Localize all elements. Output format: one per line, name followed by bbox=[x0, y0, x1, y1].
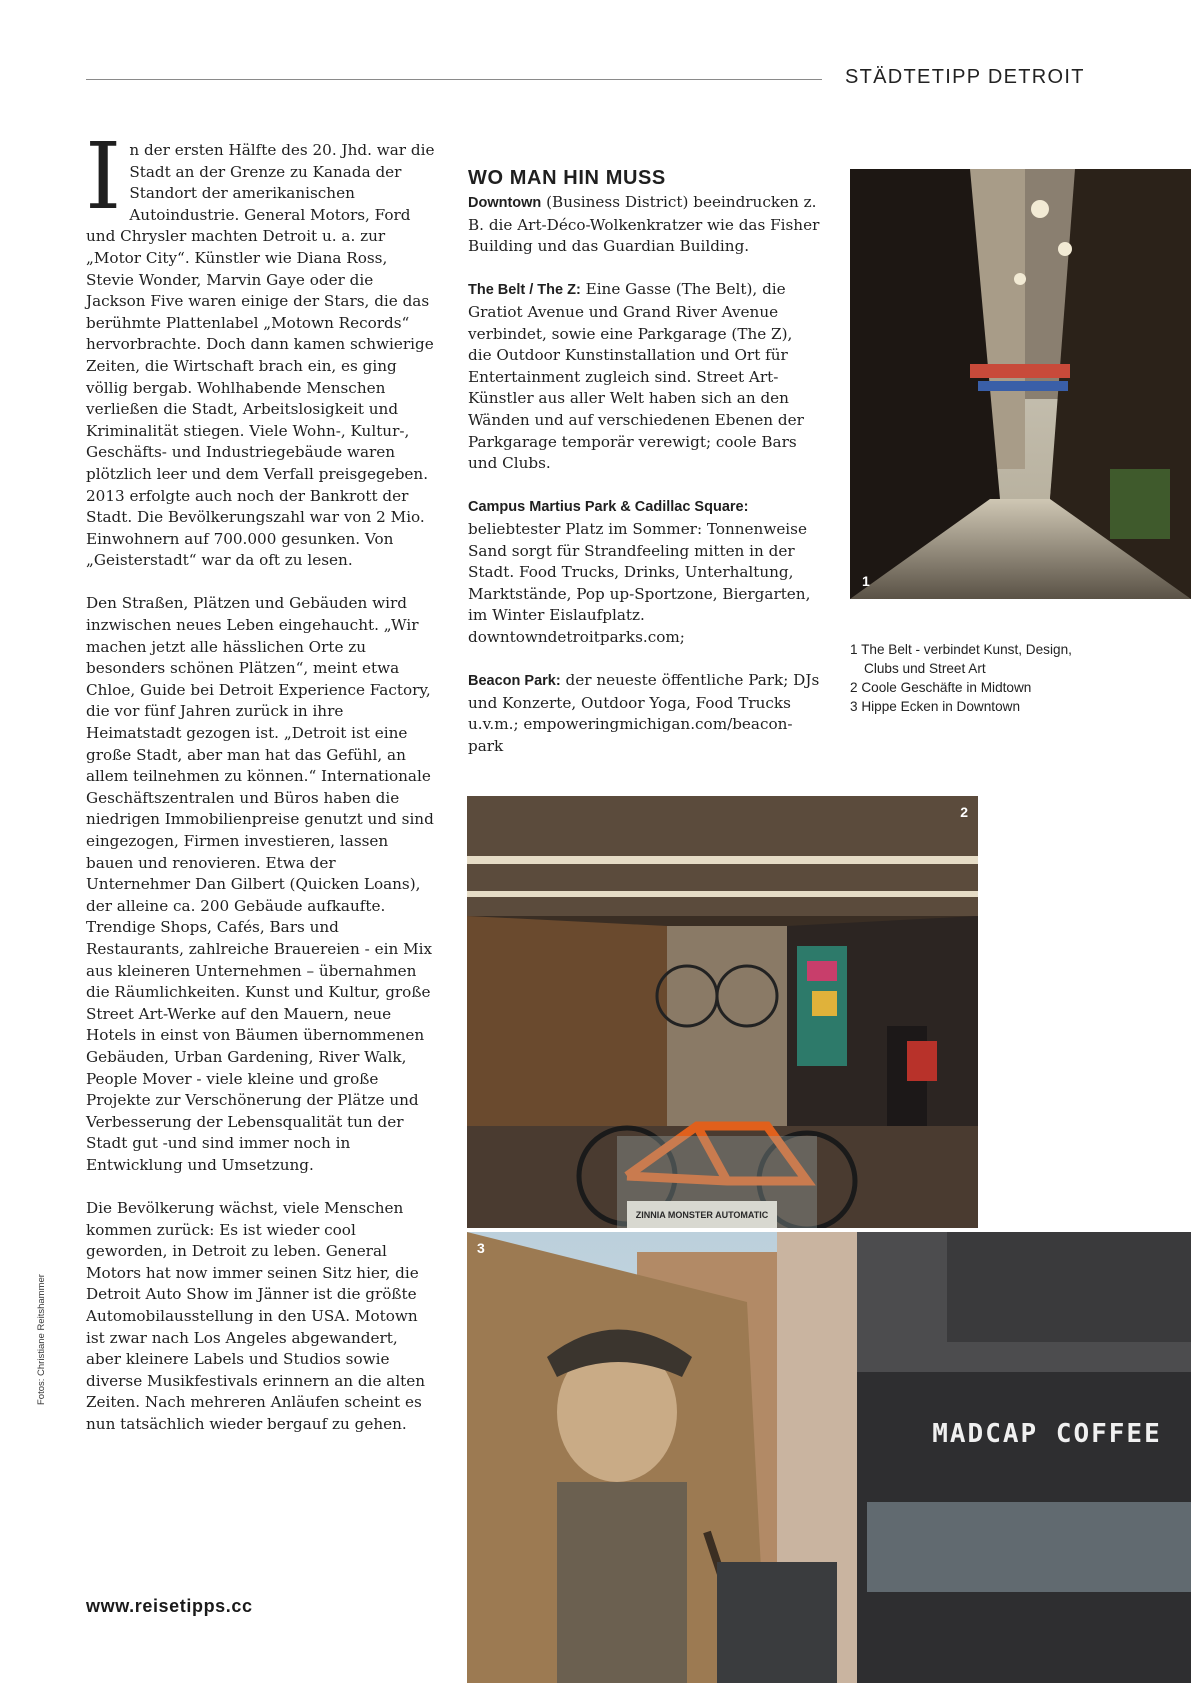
left-column bbox=[85, 123, 436, 1457]
photo-downtown bbox=[467, 1232, 1191, 1683]
photo-captions bbox=[850, 640, 1090, 716]
entry-lead: Downtown bbox=[468, 195, 542, 211]
entry-lead: Campus Martius Park & Cadillac Square: bbox=[468, 499, 749, 516]
paragraph-2: Den Straßen, Plätzen und Gebäuden wird inzwischen neues Leben eingehaucht. „Wir machen jetzt alle hässlichen Orte zu besonders schönen Plätzen“, meint etwa Chloe, Guide bei Detroit Experience Factory, die vor fünf Jahren zurück in ihre Heimatstadt gezogen ist. „Detroit ist eine große Stadt, aber man hat das Gefühl, an allem teilnehmen zu können.“ Internationale Geschäftszentralen und Büros haben die niedrigen Immobilienpreise genutzt und sind eingezogen, Firmen investieren, lassen bauen und renovieren. Etwa der Unternehmer Dan Gilbert (Quicken Loans), der alleine ca. 200 Gebäude aufkaufte. Trendige Shops, Cafés, Bars und Restaurants, zahlreiche Brauereien - ein Mix aus kleineren Unternehmen – übernahmen die Räumlichkeiten. Kunst und Kultur, große Street Art-Werke auf den Mauern, neue Hotels in einst von Bäumen übernommenen Gebäuden, Urban Gardening, River Walk, People Mover - viele kleine und große Projekte zur Verschönerung der Plätze und Verbesserung der Lebensqualität tun der Stadt gut -und sind immer noch in Entwicklung und Umsetzung. bbox=[86, 594, 434, 1174]
mid-column bbox=[468, 166, 820, 779]
photo-the-belt bbox=[850, 169, 1191, 599]
photo-midtown-shop-image bbox=[467, 796, 978, 1228]
photo-credit: Fotos: Christiane Reitshammer bbox=[36, 1274, 47, 1405]
photo-midtown-shop bbox=[467, 796, 978, 1228]
photo-number: 3 bbox=[477, 1240, 485, 1256]
entry-lead: Beacon Park: bbox=[468, 673, 561, 690]
entry-text: beliebtester Platz im Sommer: Tonnenweise Sand sorgt für Strandfeeling mitten in der Stadt. Food Trucks, Drinks, Unterhaltung, Marktstände, Pop up-Sportzone, Biergarten, im Winter Eislaufplatz. downtowndetroitparks.com; bbox=[468, 519, 811, 646]
photo-3-sign: MADCAP COFFEE bbox=[932, 1419, 1162, 1449]
mid-heading: WO MAN HIN MUSS bbox=[468, 167, 666, 189]
entry-beacon-park bbox=[468, 670, 820, 757]
photo-the-belt-image bbox=[850, 169, 1191, 599]
caption-1: 1 The Belt - verbindet Kunst, Design, Clubs und Street Art bbox=[850, 642, 1072, 676]
entry-text: (Business District) beeindrucken z. B. die Art-Déco-Wolkenkratzer wie das Fisher Building und das Guardian Building. bbox=[468, 193, 820, 256]
section-title: STÄDTETIPP DETROIT bbox=[845, 66, 1085, 88]
paragraph-1-text: n der ersten Hälfte des 20. Jhd. war die Stadt an der Grenze zu Kanada der Standort der amerikanischen Autoindustrie. General Motors, Ford und Chrysler machten Detroit u. a. zur „Motor City“. Künstler wie Diana Ross, Stevie Wonder, Marvin Gaye oder die Jackson Five waren einige der Stars, die das berühmte Plattenlabel „Motown Records“ hervorbrachte. Doch dann kamen schwierige Zeiten, die Wirtschaft brach ein, es ging völlig bergab. Wohlhabende Menschen verließen die Stadt, Arbeitslosigkeit und Kriminalität stiegen. Viele Wohn-, Kultur-, Geschäfts- und Industriegebäude waren plötzlich leer und dem Verfall preisgegeben. 2013 erfolgte auch noch der Bankrott der Stadt. Die Bevölkerungszahl war von 2 Mio. Einwohnern auf 700.000 gesunken. Von „Geisterstadt“ war da oft zu lesen. bbox=[86, 141, 435, 570]
header-rule bbox=[86, 79, 822, 80]
photo-number: 2 bbox=[960, 804, 968, 820]
entry-text: Eine Gasse (The Belt), die Gratiot Avenue und Grand River Avenue verbindet, sowie eine Parkgarage (The Z), die Outdoor Kunstinstallation und Ort für Entertainment zugleich sind. Street Art-Künstler aus aller Welt haben sich an den Wänden und auf verschiedenen Ebenen der Parkgarage temporär verewigt; coole Bars und Clubs. bbox=[468, 280, 804, 473]
paragraph-1 bbox=[85, 123, 436, 572]
photo-2-sign: ZINNIA MONSTER AUTOMATIC bbox=[635, 1210, 769, 1220]
entry-belt bbox=[468, 279, 820, 474]
photo-downtown-image bbox=[467, 1232, 1191, 1683]
photo-number: 1 bbox=[862, 573, 870, 589]
caption-2: 2 Coole Geschäfte in Midtown bbox=[850, 680, 1032, 695]
entry-campus-martius bbox=[468, 496, 820, 648]
entry-downtown bbox=[468, 192, 820, 258]
paragraph-3: Die Bevölkerung wächst, viele Menschen kommen zurück: Es ist wieder cool geworden, in Detroit zu leben. General Motors hat now immer seinen Sitz hier, die Detroit Auto Show im Jänner ist die größte Automobilausstellung in den USA. Motown ist zwar nach Los Angeles abgewandert, aber kleinere Labels und Studios sowie diverse Musikfestivals erinnern an die alten Zeiten. Nach mehreren Anläufen scheint es nun tatsächlich wieder bergauf zu gehen. bbox=[86, 1199, 426, 1434]
entry-text: der neueste öffentliche Park; DJs und Konzerte, Outdoor Yoga, Food Trucks u.v.m.; empoweringmichigan.com/beacon-park bbox=[468, 671, 820, 755]
website-link[interactable]: www.reisetipps.cc bbox=[86, 1596, 253, 1616]
caption-3: 3 Hippe Ecken in Downtown bbox=[850, 699, 1021, 714]
dropcap: I bbox=[85, 123, 122, 230]
entry-lead: The Belt / The Z: bbox=[468, 282, 581, 299]
